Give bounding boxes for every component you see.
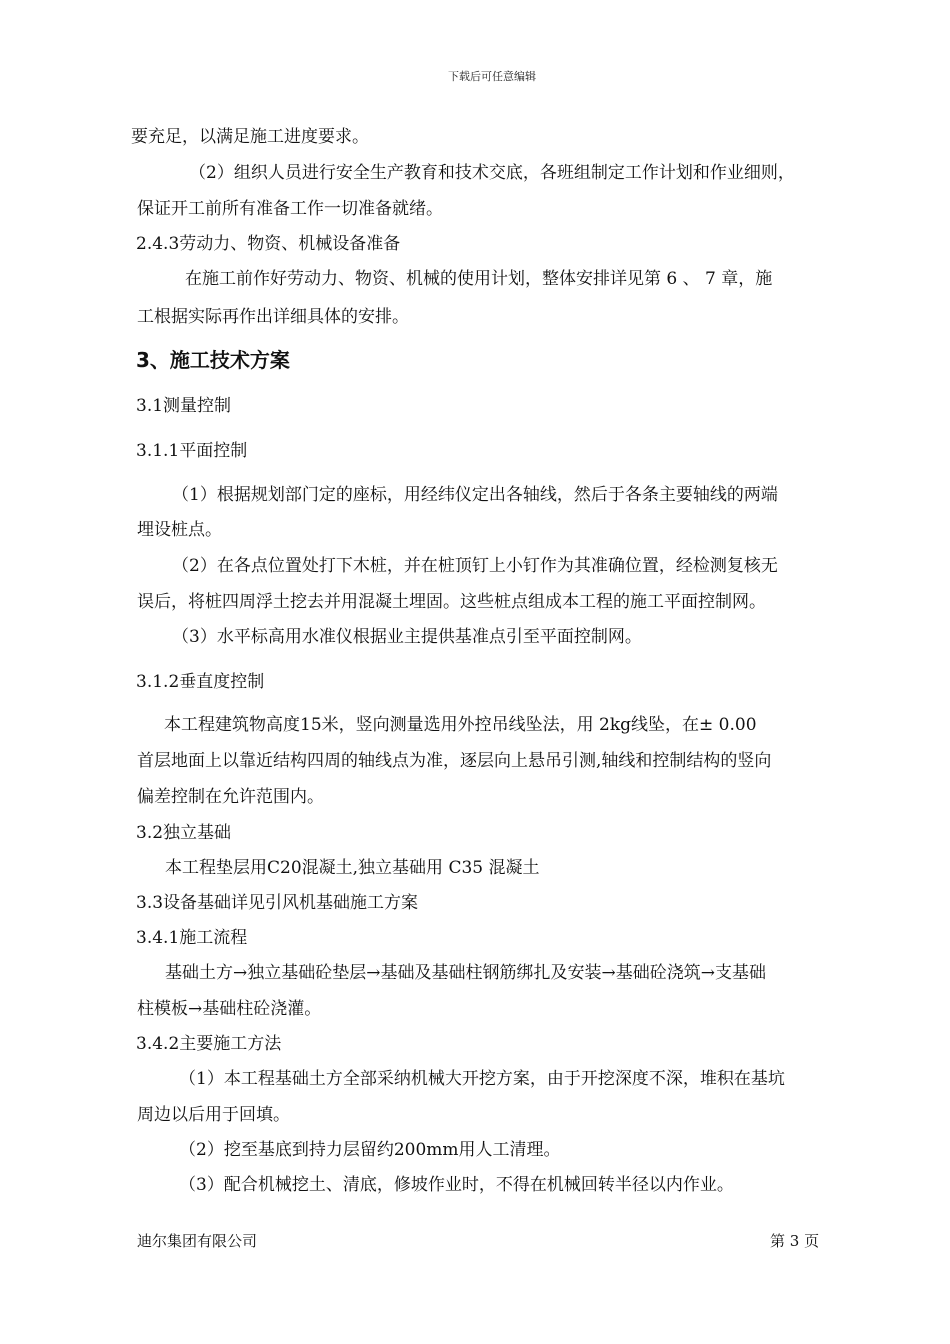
section-heading: 3.4.1施工流程 (136, 928, 248, 948)
section-heading: 3.4.2主要施工方法 (136, 1034, 282, 1054)
paragraph-line: 埋设桩点。 (137, 520, 222, 540)
paragraph-line: 本工程建筑物高度15米，竖向测量选用外控吊线坠法，用 2kg线坠，在± 0.00 (164, 715, 757, 735)
paragraph-line: 要充足，以满足施工进度要求。 (131, 127, 369, 147)
section-heading: 2.4.3劳动力、物资、机械设备准备 (136, 234, 401, 254)
paragraph-line: 偏差控制在允许范围内。 (137, 787, 324, 807)
paragraph-line: （2）挖至基底到持力层留约200mm用人工清理。 (179, 1140, 561, 1160)
paragraph-line: （3）配合机械挖土、清底，修坡作业时，不得在机械回转半径以内作业。 (179, 1175, 734, 1195)
paragraph-line: 误后，将桩四周浮土挖去并用混凝土埋固。这些桩点组成本工程的施工平面控制网。 (137, 592, 766, 612)
footer-page-number: 第 3 页 (770, 1232, 820, 1250)
section-heading: 3.1测量控制 (136, 396, 232, 416)
paragraph-line: 柱模板→基础柱砼浇灌。 (137, 999, 322, 1019)
paragraph-line: （1）本工程基础土方全部采纳机械大开挖方案，由于开挖深度不深，堆积在基坑 (179, 1069, 785, 1089)
paragraph-line: 首层地面上以靠近结构四周的轴线点为准，逐层向上悬吊引测,轴线和控制结构的竖向 (137, 751, 772, 771)
section-heading: 3.3设备基础详见引风机基础施工方案 (136, 893, 419, 913)
paragraph-line: 周边以后用于回填。 (137, 1105, 290, 1125)
paragraph-line: 保证开工前所有准备工作一切准备就绪。 (137, 199, 443, 219)
paragraph-line: （3）水平标高用水准仪根据业主提供基准点引至平面控制网。 (172, 627, 642, 647)
header-note: 下载后可任意编辑 (448, 70, 536, 83)
paragraph-line: （2）组织人员进行安全生产教育和技术交底，各班组制定工作计划和作业细则， (189, 163, 795, 183)
section-heading: 3.1.1平面控制 (136, 441, 248, 461)
paragraph-line: 在施工前作好劳动力、物资、机械的使用计划，整体安排详见第 6 、 7 章，施 (185, 269, 773, 289)
paragraph-line: 工根据实际再作出详细具体的安排。 (137, 307, 409, 327)
paragraph-line: （1）根据规划部门定的座标，用经纬仪定出各轴线，然后于各条主要轴线的两端 (172, 485, 778, 505)
paragraph-line: 基础土方→独立基础砼垫层→基础及基础柱钢筋绑扎及安装→基础砼浇筑→支基础 (165, 963, 766, 983)
section-heading: 3.2独立基础 (136, 823, 232, 843)
paragraph-line: （2）在各点位置处打下木桩，并在桩顶钉上小钉作为其准确位置，经检测复核无 (172, 556, 778, 576)
chapter-heading: 3、施工技术方案 (136, 348, 290, 372)
section-heading: 3.1.2垂直度控制 (136, 672, 265, 692)
paragraph-line: 本工程垫层用C20混凝土,独立基础用 C35 混凝土 (165, 858, 540, 878)
footer-company: 迪尔集团有限公司 (137, 1232, 258, 1250)
